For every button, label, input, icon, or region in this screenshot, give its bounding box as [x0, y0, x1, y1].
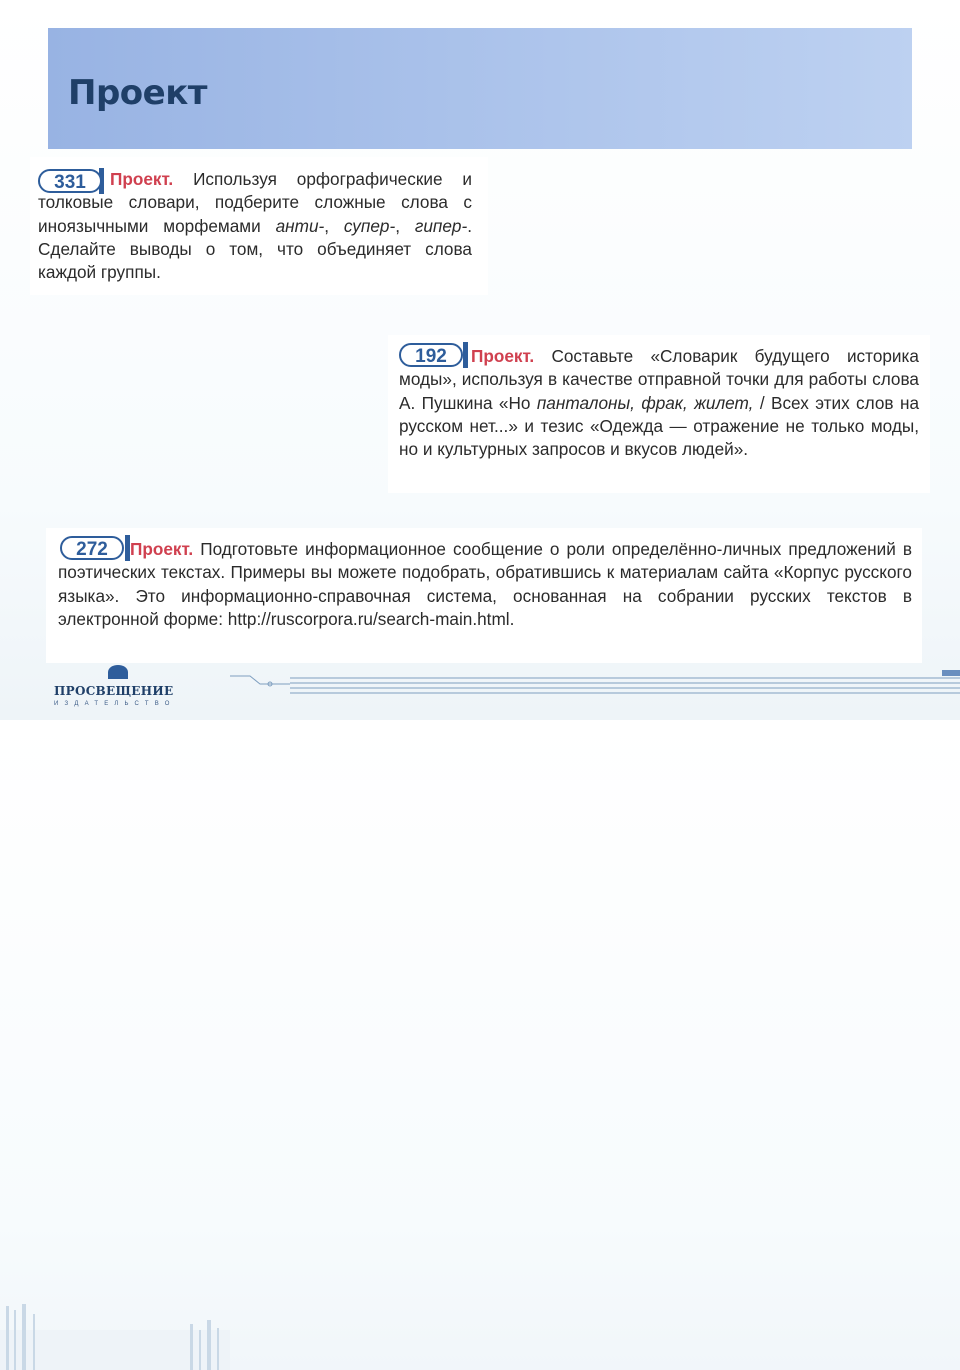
- italic-term: панталоны, фрак, жилет,: [536, 392, 754, 413]
- exercise-text-segment: ,: [324, 215, 344, 236]
- header-banner: [48, 28, 912, 149]
- exercise-text-segment: Составьте «Словарик будущего историка моды», используя в качестве отправной точки для работы слова А. Пушкина «Но: [399, 346, 919, 413]
- italic-term: анти-: [275, 215, 325, 236]
- italic-term: супер-: [343, 215, 396, 236]
- exercise-text-segment: / Всех этих слов на русском нет...» и тезис «Одежда — отражение не только моды, но и культурных запросов и вкусов людей».: [399, 392, 919, 460]
- exercise-card-331: [30, 157, 488, 295]
- exercise-card-272: [46, 528, 922, 663]
- exercise-text-segment: ,: [395, 215, 415, 236]
- italic-term: гипер-: [414, 215, 468, 236]
- publisher-subtitle: ИЗДАТЕЛЬСТВО: [54, 701, 176, 707]
- project-keyword: Проект.: [471, 346, 535, 366]
- footer-lines: [230, 670, 960, 704]
- page-title: Проект: [68, 73, 207, 113]
- exercise-number-badge: 331: [38, 169, 102, 193]
- project-keyword: Проект.: [130, 539, 194, 559]
- exercise-number-badge: 192: [399, 343, 463, 367]
- exercise-text-segment: Используя орфографические и толковые словари, подберите сложные слова с иноязычными морфемами: [38, 169, 472, 236]
- publisher-name: ПРОСВЕЩЕНИЕ: [54, 684, 174, 698]
- exercise-text-segment: . Сделайте выводы о том, что объединяет слова каждой группы.: [38, 215, 472, 283]
- exercise-number-badge: 272: [60, 536, 124, 560]
- exercise-card-192: [388, 335, 930, 493]
- publisher-logo-icon: [108, 665, 128, 679]
- exercise-text-segment: Подготовьте информационное сообщение о роли определённо-личных предложений в поэтических текстах. Примеры вы можете подобрать, обратившись к материалам сайта «Корпус русского языка». Это информационно-справочная система, основанная на собрании русских текстов в электронной форме: http://ruscorpora.ru/search-main.html.: [58, 539, 912, 629]
- project-keyword: Проект.: [110, 169, 174, 189]
- exercise-text: [58, 538, 912, 631]
- footer-stripes: [0, 1300, 230, 1370]
- exercise-text: [38, 168, 472, 284]
- exercise-text: [399, 345, 919, 461]
